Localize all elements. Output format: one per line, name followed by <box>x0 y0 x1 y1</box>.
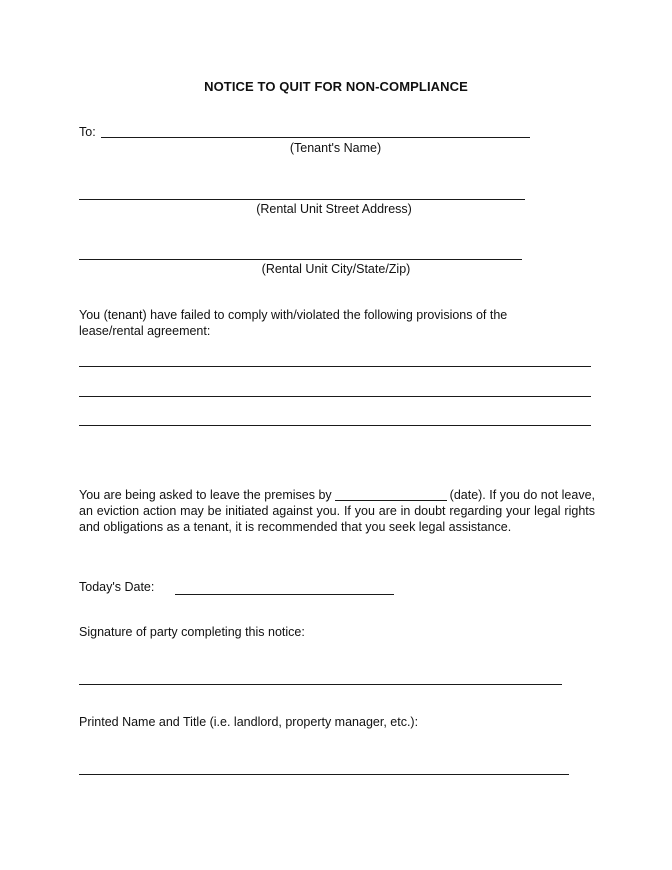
document-title: NOTICE TO QUIT FOR NON-COMPLIANCE <box>204 79 468 94</box>
signature-label: Signature of party completing this notice: <box>79 625 305 639</box>
leave-date-blank[interactable] <box>335 488 447 501</box>
todays-date-line[interactable] <box>175 594 394 595</box>
provision-line-2[interactable] <box>79 396 591 397</box>
todays-date-label: Today's Date: <box>79 580 155 594</box>
printed-name-label: Printed Name and Title (i.e. landlord, property manager, etc.): <box>79 715 419 729</box>
signature-line[interactable] <box>79 684 562 685</box>
provision-line-3[interactable] <box>79 425 591 426</box>
leave-text-start: You are being asked to leave the premises by <box>79 488 332 502</box>
leave-paragraph <box>79 487 595 535</box>
street-address-line[interactable] <box>79 199 525 200</box>
to-label: To: <box>79 125 96 139</box>
tenant-name-line[interactable] <box>101 137 530 138</box>
leave-text-rest: (date). If you do not leave, an eviction action may be initiated against you. If you are in doubt regarding your legal rights and obligations as a tenant, it is recommended that you seek legal assistance. <box>79 488 595 534</box>
violation-paragraph: You (tenant) have failed to comply with/violated the following provisions of the lease/rental agreement: <box>79 308 508 338</box>
street-address-caption: (Rental Unit Street Address) <box>256 202 412 216</box>
city-state-zip-line[interactable] <box>79 259 522 260</box>
tenant-name-caption: (Tenant's Name) <box>289 141 382 155</box>
provision-line-1[interactable] <box>79 366 591 367</box>
city-state-zip-caption: (Rental Unit City/State/Zip) <box>261 262 411 276</box>
printed-name-line[interactable] <box>79 774 569 775</box>
